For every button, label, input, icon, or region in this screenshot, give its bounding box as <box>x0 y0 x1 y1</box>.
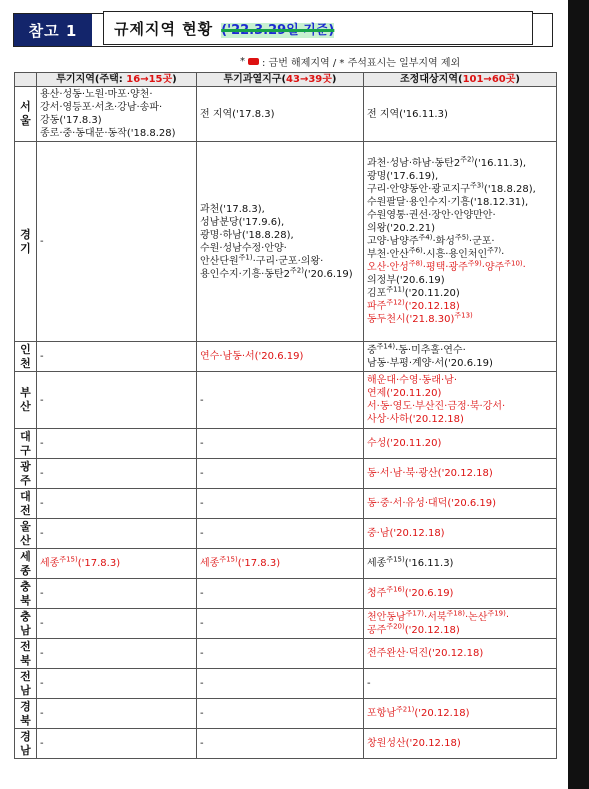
column-header: 투기과열지구(43→39곳) <box>197 73 364 87</box>
region-cell-c1 <box>37 579 197 609</box>
cell-text: - <box>200 498 204 509</box>
cell-text: 공주$^{주20)}$('20.12.18) <box>367 622 460 636</box>
cell-text: 청주$^{주16)}$('20.6.19) <box>367 585 454 599</box>
cell-text: - <box>200 618 204 629</box>
region-cell-c2 <box>197 459 364 489</box>
cell-text: 수원영통·권선·장안·안양만안· <box>367 210 496 221</box>
cell-text: - <box>367 678 371 689</box>
region-cell-c3 <box>364 87 557 142</box>
region-label: 울 산 <box>15 519 37 549</box>
region-label: 충 북 <box>15 579 37 609</box>
cell-text: - <box>40 708 44 719</box>
region-cell-c1 <box>37 489 197 519</box>
cell-text: 연수·남동·서('20.6.19) <box>200 351 304 362</box>
table-row <box>15 342 557 372</box>
cell-text: 용인수지·기흥·동탄$2^{주2)}('20.6.19)$ <box>200 266 353 280</box>
cell-text: - <box>40 588 44 599</box>
table-row <box>15 459 557 489</box>
cell-text: 남동·부평·계양·서('20.6.19) <box>367 357 493 369</box>
cell-text: - <box>200 678 204 689</box>
region-cell-c3 <box>364 549 557 579</box>
window-edge <box>568 0 589 789</box>
region-cell-c2 <box>197 579 364 609</box>
cell-text: 해운대·수영·동래·남· <box>367 375 457 386</box>
region-cell-c3 <box>364 669 557 699</box>
region-cell-c3 <box>364 372 557 429</box>
region-cell-c3 <box>364 429 557 459</box>
region-cell-c3 <box>364 342 557 372</box>
cell-text: 구리·안양동안·광교지구$^{주3)}$('18.8.28), <box>367 181 536 195</box>
cell-text: 의정부('20.6.19) <box>367 275 445 286</box>
region-cell-c3 <box>364 639 557 669</box>
cell-text: - <box>40 438 44 449</box>
region-label: 부 산 <box>15 372 37 429</box>
region-label: 인 천 <box>15 342 37 372</box>
cell-text: - <box>40 738 44 749</box>
cell-text: 사상·사하('20.12.18) <box>367 414 464 425</box>
cell-text: 동·서·남·북·광산('20.12.18) <box>367 468 493 479</box>
table-row <box>15 579 557 609</box>
cell-text: 세종$^{주15)}$('16.11.3) <box>367 555 454 569</box>
region-cell-c2 <box>197 87 364 142</box>
region-cell-c1 <box>37 669 197 699</box>
region-cell-c1 <box>37 342 197 372</box>
cell-text: 수원·성남수정·안양· <box>200 242 287 254</box>
date-note <box>221 19 334 38</box>
region-label: 광 주 <box>15 459 37 489</box>
region-cell-c3 <box>364 519 557 549</box>
cell-text: 오산·안성$^{주8)}$·평택·광주$^{주9)}$·양주$^{주10)}$· <box>367 259 526 273</box>
cell-text: 파주$^{주12)}$('20.12.18) <box>367 298 460 312</box>
cell-text: 수성('20.11.20) <box>367 438 442 449</box>
table-row <box>15 699 557 729</box>
cell-text: - <box>40 528 44 539</box>
region-label: 경 남 <box>15 729 37 759</box>
cell-text: - <box>40 678 44 689</box>
cell-text: 부천·안산$^{주6)}$·시흥·용인처인$^{주7)}$· <box>367 246 505 260</box>
cell-text: 전 지역('17.8.3) <box>200 108 275 120</box>
region-cell-c1 <box>37 549 197 579</box>
cell-text: 강동('17.8.3) <box>40 115 102 126</box>
table-row <box>15 519 557 549</box>
cell-text: - <box>200 648 204 659</box>
title-box <box>103 11 533 45</box>
region-cell-c2 <box>197 372 364 429</box>
region-cell-c1 <box>37 519 197 549</box>
region-cell-c1 <box>37 699 197 729</box>
column-header: 투기지역(주택: 16→15곳) <box>37 73 197 87</box>
cell-text: 전주완산·덕진('20.12.18) <box>367 648 484 659</box>
region-cell-c2 <box>197 489 364 519</box>
region-cell-c2 <box>197 342 364 372</box>
cell-text: 광명·하남('18.8.28), <box>200 229 294 241</box>
table-row <box>15 609 557 639</box>
cell-text: 과천('17.8.3), <box>200 203 265 215</box>
cell-text: - <box>200 528 204 539</box>
table-row <box>15 729 557 759</box>
cell-text: 창원성산('20.12.18) <box>367 738 461 749</box>
cell-text: - <box>40 236 44 247</box>
cell-text: 김포$^{주11)}$('20.11.20) <box>367 285 460 299</box>
region-cell-c2 <box>197 429 364 459</box>
legend-text: : 금번 해제지역 / * 주석표시는 일부지역 제외 <box>262 58 461 69</box>
cell-text: 동두천시$('21.8.30)^{주13)}$ <box>367 311 473 325</box>
cell-text: 포항남$^{주21)}$('20.12.18) <box>367 705 470 719</box>
region-label: 세 종 <box>15 549 37 579</box>
region-cell-c3 <box>364 609 557 639</box>
region-label: 충 남 <box>15 609 37 639</box>
region-cell-c2 <box>197 729 364 759</box>
cell-text: - <box>200 394 204 406</box>
region-cell-c2 <box>197 669 364 699</box>
region-cell-c1 <box>37 729 197 759</box>
cell-text: - <box>40 648 44 659</box>
cell-text: 종로·중·동대문·동작('18.8.28) <box>40 128 176 139</box>
region-cell-c2 <box>197 639 364 669</box>
legend: * : 금번 해제지역 / * 주석표시는 일부지역 제외 <box>240 56 461 69</box>
region-label: 전 북 <box>15 639 37 669</box>
cell-text: 중·남('20.12.18) <box>367 528 445 539</box>
cell-text: - <box>200 738 204 749</box>
region-cell-c2 <box>197 142 364 342</box>
region-cell-c1 <box>37 459 197 489</box>
cell-text: 고양·남양주$^{주4)}$·화성$^{주5)}$·군포· <box>367 233 495 247</box>
region-cell-c1 <box>37 429 197 459</box>
cell-text: 세종$^{주15)}$('17.8.3) <box>200 555 281 569</box>
cell-text: - <box>200 438 204 449</box>
header-blank <box>15 73 37 87</box>
legend-swatch <box>248 58 259 65</box>
region-cell-c2 <box>197 519 364 549</box>
region-cell-c3 <box>364 729 557 759</box>
cell-text: 전 지역('16.11.3) <box>367 108 448 120</box>
cell-text: 용산·성동·노원·마포·양천· <box>40 89 153 100</box>
reference-badge: 참고 1 <box>14 14 92 46</box>
cell-text: 동·중·서·유성·대덕('20.6.19) <box>367 498 497 509</box>
region-label: 대 구 <box>15 429 37 459</box>
region-cell-c1 <box>37 87 197 142</box>
region-cell-c2 <box>197 549 364 579</box>
region-cell-c2 <box>197 699 364 729</box>
cell-text: 강서·영등포·서초·강남·송파· <box>40 102 163 113</box>
region-cell-c1 <box>37 609 197 639</box>
table-row <box>15 639 557 669</box>
region-cell-c1 <box>37 372 197 429</box>
region-cell-c1 <box>37 639 197 669</box>
cell-text: 세종$^{주15)}$('17.8.3) <box>40 555 121 569</box>
cell-text: 수원팔달·용인수지·기흥('18.12.31), <box>367 197 529 208</box>
table-row <box>15 549 557 579</box>
region-cell-c3 <box>364 699 557 729</box>
cell-text: 천안동남$^{주17)}$·서북$^{주18)}$·논산$^{주19)}$· <box>367 609 510 623</box>
cell-text: - <box>200 468 204 479</box>
regulation-table <box>14 72 557 759</box>
cell-text: 성남분당('17.9.6), <box>200 216 285 228</box>
region-cell-c3 <box>364 489 557 519</box>
cell-text: - <box>40 498 44 509</box>
cell-text: 연제('20.11.20) <box>367 388 442 399</box>
cell-text: - <box>40 468 44 479</box>
region-cell-c1 <box>37 142 197 342</box>
table-row <box>15 429 557 459</box>
cell-text: 중$^{주14)}$·동·미추홀·연수· <box>367 342 466 356</box>
cell-text: - <box>40 394 44 406</box>
cell-text: - <box>200 588 204 599</box>
region-label: 대 전 <box>15 489 37 519</box>
region-label: 전 남 <box>15 669 37 699</box>
cell-text: 과천·성남·하남·동탄$2^{주2)}('16.11.3)$, <box>367 155 527 169</box>
cell-text: 의왕('20.2.21) <box>367 223 436 234</box>
cell-text: - <box>40 618 44 629</box>
cell-text: 광명('17.6.19), <box>367 171 439 182</box>
region-cell-c3 <box>364 579 557 609</box>
table-row <box>15 142 557 342</box>
region-cell-c2 <box>197 609 364 639</box>
table-header-row <box>15 73 557 87</box>
region-label: 서 울 <box>15 87 37 142</box>
table-row <box>15 87 557 142</box>
table-row <box>15 669 557 699</box>
column-header: 조정대상지역(101→60곳) <box>364 73 557 87</box>
region-label: 경 기 <box>15 142 37 342</box>
cell-text: 안산단원$^{주1)}$·구리·군포·의왕· <box>200 253 324 267</box>
cell-text: - <box>200 708 204 719</box>
region-cell-c3 <box>364 142 557 342</box>
date-note-text: ('22.3.29일 기준) <box>221 22 335 38</box>
page-header <box>13 13 553 47</box>
cell-text: 서·동·영도·부산진·금정·북·강서· <box>367 401 506 412</box>
region-label: 경 북 <box>15 699 37 729</box>
table-row <box>15 372 557 429</box>
region-cell-c3 <box>364 459 557 489</box>
page-title: 규제지역 현황 <box>114 19 214 38</box>
table-row <box>15 489 557 519</box>
cell-text: - <box>40 351 44 362</box>
